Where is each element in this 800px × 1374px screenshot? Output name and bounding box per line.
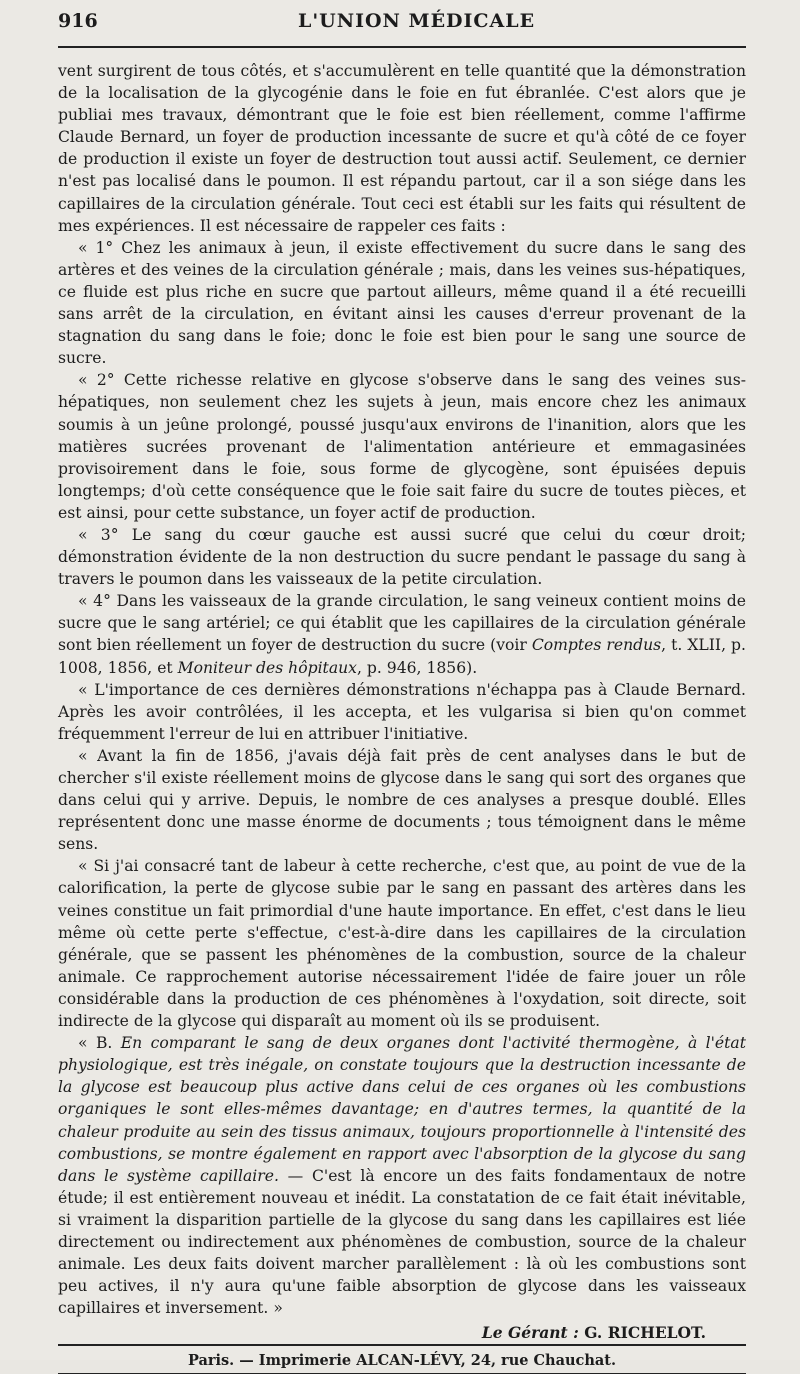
paragraph: « Si j'ai consacré tant de labeur à cette recherche, c'est que, au point de vue de la calorification, la perte de glycose subie par le sang en passant des artères dans les veines constitue un fait primordial d'une haute importance. En effet, c'est dans le lieu même où cette perte s'effectue, c'est-à-dire dans les capillaires de la circulation générale, que se passent les phénomènes de la combustion, source de la chaleur animale. Ce rapprochement autorise nécessairement l'idée de faire jouer un rôle considérable dans la production de ces phénomènes à l'oxydation, soit directe, soit indirecte de la glycose qui disparaît au moment où ils se produisent. <box>58 857 746 1031</box>
article-body <box>58 60 746 1319</box>
citation-title: Moniteur des hôpitaux <box>177 658 357 677</box>
signature-role: Le Gérant : <box>481 1323 579 1343</box>
text-run: — C'est là encore un des faits fondamentaux de notre étude; il est entièrement nouveau et inédit. La constatation de ce fait était inévitable, si vraiment la disparition partielle de la glycose du sang dans les capillaires est liée directement ou indirectement aux phénomènes de combustion, source de la chaleur animale. Les deux faits doivent marcher parallèlement : là où les combustions sont peu actives, il n'y aura qu'une faible absorption de glycose dans les vaisseaux capillaires et inversement. » <box>58 1166 746 1318</box>
running-title: L'UNION MÉDICALE <box>298 10 536 32</box>
paragraph: « 3° Le sang du cœur gauche est aussi sucré que celui du cœur droit; démonstration évidente de la non destruction du sucre pendant le passage du sang à travers le poumon dans les vaisseaux de la petite circulation. <box>58 525 746 589</box>
imprint-line: Paris. — Imprimerie ALCAN-LÉVY, 24, rue Chauchat. <box>187 1352 617 1370</box>
text-run: « 4° Dans les vaisseaux de la grande circulation, le sang veineux contient moins de sucre que le sang artériel; ce qui établit que les capillaires de la circulation générale sont bien réellement un foyer de destruction du sucre (voir <box>58 592 746 655</box>
paragraph: « 2° Cette richesse relative en glycose s'observe dans le sang des veines sus-hépatiques, non seulement chez les sujets à jeun, mais encore chez les animaux soumis à un jeûne prolongé, poussé jusqu'aux environs de l'inanition, alors que les matières sucrées provenant de l'alimentation antérieure et emmagasinées provisoirement dans le foie, sous forme de glycogène, sont épuisées depuis longtemps; d'où cette conséquence que le foie sait faire du sucre de toutes pièces, et est ainsi, pour cette substance, un foyer actif de production. <box>58 371 746 522</box>
paragraph: « Avant la fin de 1856, j'avais déjà fait près de cent analyses dans le but de chercher s'il existe réellement moins de glycose dans le sang qui sort des organes que dans celui qui y arrive. Depuis, le nombre de ces analyses a presque doublé. Elles représentent donc une masse énorme de documents ; tous témoignent dans le même sens. <box>58 746 746 854</box>
text-run: , t. XLII, p. 1008, 1856, et <box>58 636 746 677</box>
paragraph: « L'importance de ces dernières démonstrations n'échappa pas à Claude Bernard. Après les avoir contrôlées, il les accepta, et les vulgarisa si bien qu'on commet fréquemment l'erreur de lui en attribuer l'initiative. <box>58 680 746 743</box>
footer-rule <box>58 1344 746 1346</box>
text-run: , p. 946, 1856). <box>356 658 478 677</box>
signature-name: G. RICHELOT. <box>584 1323 706 1343</box>
italic-statement: En comparant le sang de deux organes dont l'activité thermogène, à l'état physiologique, est très inégale, on constate toujours que la destruction incessante de la glycose est beaucoup plus active dans celui de ces organes où les combustions organiques le sont elles-mêmes davantage; en d'autres termes, la quantité de la chaleur produite au sein des tissus animaux, toujours proportionnelle à l'intensité des combustions, se montre également en rapport avec l'absorption de la glycose du sang dans le système capillaire. <box>58 1034 746 1185</box>
paragraph: « 1° Chez les animaux à jeun, il existe effectivement du sucre dans le sang des artères et des veines de la circulation générale ; mais, dans les veines sus-hépatiques, ce fluide est plus riche en sucre que partout ailleurs, même quand il a été recueilli sans arrêt de la circulation, en évitant ainsi les causes d'erreur provenant de la stagnation du sang dans le foie; donc le foie est bien pour le sang une source de sucre. <box>58 238 746 368</box>
paragraph <box>58 1032 746 1319</box>
page-number: 916 <box>58 10 98 32</box>
paragraph <box>58 590 746 678</box>
citation-title: Comptes rendus <box>531 636 662 655</box>
text-run: « B. <box>78 1034 121 1053</box>
header-rule <box>58 46 746 48</box>
paragraph: vent surgirent de tous côtés, et s'accumulèrent en telle quantité que la démonstration de la localisation de la glycogénie dans le foie en fut ébranlée. C'est alors que je publiai mes travaux, démontrant que le foie est bien réellement, comme l'affirme Claude Bernard, un foyer de production incessante de sucre et qu'à côté de ce foyer de production il existe un foyer de destruction tout aussi actif. Seulement, ce dernier n'est pas localisé dans le poumon. Il est répandu partout, car il a son siége dans les capillaires de la circulation générale. Tout ceci est établi sur les faits qui résultent de mes expériences. Il est nécessaire de rappeler ces faits : <box>58 62 746 235</box>
page-header <box>58 10 746 38</box>
signature <box>58 1323 746 1342</box>
